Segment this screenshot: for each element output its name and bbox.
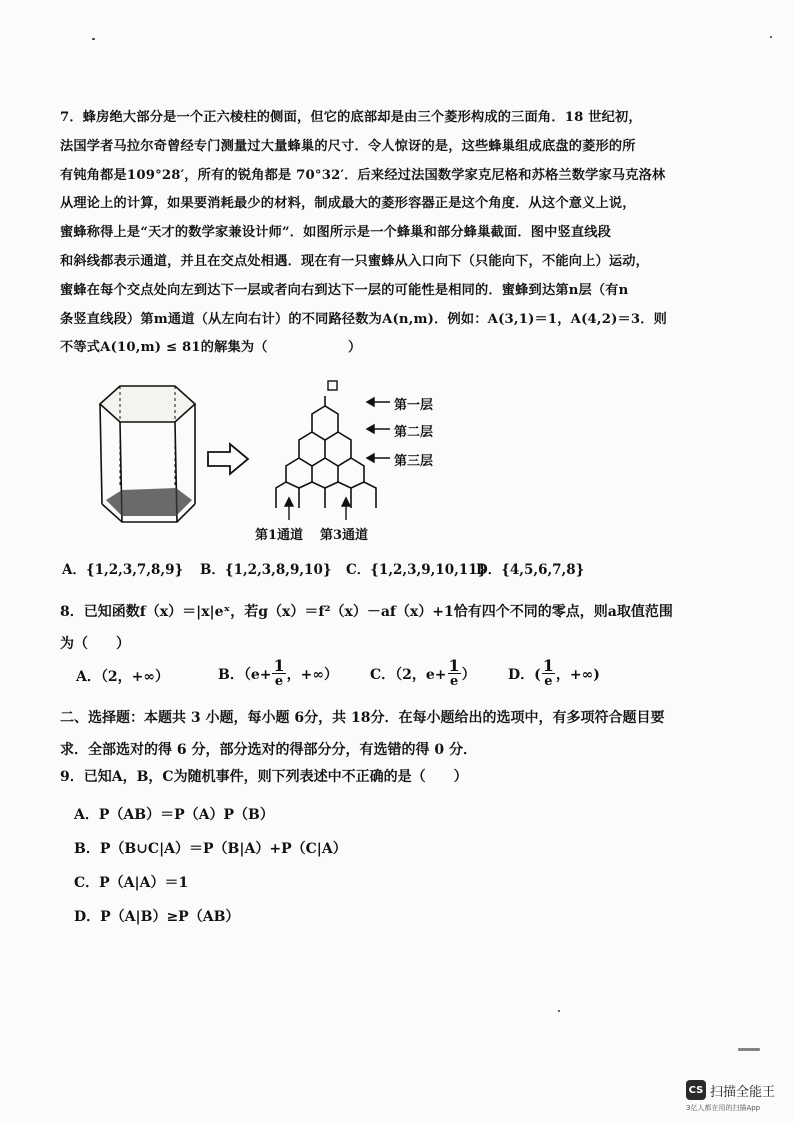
fraction-denominator: e (274, 674, 284, 689)
q7-option-d[interactable]: D．{4,5,6,7,8} (476, 562, 585, 578)
honeycomb-svg (80, 376, 500, 546)
scanner-watermark (686, 1080, 786, 1113)
scan-speck (558, 1010, 560, 1012)
q7-option-b[interactable]: B．{1,2,3,8,9,10} (200, 562, 332, 578)
layer-3-label: 第三层 (394, 454, 434, 469)
watermark-app-name: 扫描全能王 (710, 1084, 776, 1100)
q8-option-c[interactable] (370, 658, 476, 689)
fraction-one-over-e (272, 658, 285, 689)
q9-option-b[interactable]: B．P（B∪C|A）＝P（B|A）+P（C|A） (74, 841, 347, 857)
fraction-denominator: e (544, 674, 553, 689)
channel-1-label: 第1通道 (255, 528, 304, 543)
scan-speck (92, 38, 95, 40)
q8-option-b-post: ，+∞） (286, 666, 339, 683)
layer-1-label: 第一层 (394, 398, 434, 413)
layer-2-label: 第二层 (394, 425, 434, 440)
scan-speck (770, 36, 772, 38)
q8-option-d-pre: D．( (508, 666, 541, 683)
q9-stem: 9．已知A，B，C为随机事件，则下列表述中不正确的是（ ） (60, 769, 468, 785)
fraction-one-over-e (542, 658, 555, 689)
channel-3-label: 第3通道 (320, 528, 369, 543)
q7-line: 有钝角都是109°28′，所有的锐角都是 70°32′．后来经过法国数学家克尼格和苏格兰数学家马克洛林 (60, 167, 666, 183)
section-2-line: 二、选择题：本题共 3 小题，每小题 6分，共 18分．在每小题给出的选项中，有多项符合题目要 (60, 710, 665, 726)
q8-line: 8．已知函数f（x）＝|x|eˣ，若g（x）＝f²（x）－af（x）+1恰有四个不同的零点，则a取值范围 (60, 604, 673, 620)
q8-option-d[interactable] (508, 658, 600, 689)
layer-arrows (367, 398, 390, 462)
q8-option-d-post: ，+∞) (555, 666, 600, 683)
question-7-text (60, 104, 700, 363)
fraction-numerator: 1 (542, 656, 554, 675)
fraction-denominator: e (449, 674, 459, 689)
section-2-instructions (60, 702, 664, 766)
fraction-numerator: 1 (448, 656, 460, 675)
q7-option-a[interactable]: A．{1,2,3,7,8,9} (62, 562, 184, 578)
honeycomb-figure (80, 376, 500, 546)
q7-line: 7．蜂房绝大部分是一个正六棱柱的侧面，但它的底部却是由三个菱形构成的三面角．18 世纪初， (60, 110, 642, 125)
q7-option-c[interactable]: C．{1,2,3,9,10,11} (346, 562, 487, 578)
fraction-one-over-e (448, 658, 461, 689)
watermark-logo-row (686, 1080, 786, 1100)
q8-option-b[interactable] (218, 658, 338, 689)
q8-line: 为（ ） (60, 636, 130, 652)
section-2-line: 求．全部选对的得 6 分，部分选对的得部分分，有选错的得 0 分． (60, 742, 477, 758)
q8-option-c-pre: C．（2，e+ (370, 666, 447, 683)
q7-line: 蜜蜂在每个交点处向左到达下一层或者向右到达下一层的可能性是相同的．蜜蜂到达第n层（有n (60, 282, 629, 298)
channel-arrows (285, 498, 350, 520)
q9-option-a[interactable]: A．P（AB）＝P（A）P（B） (74, 807, 274, 823)
q9-option-d[interactable]: D．P（A|B）≥P（AB） (74, 909, 240, 925)
q7-line: 蜜蜂称得上是“天才的数学家兼设计师”．如图所示是一个蜂巢和部分蜂巢截面．图中竖直线段 (60, 225, 612, 241)
q8-option-b-pre: B．（e+ (218, 666, 272, 683)
q8-option-c-post: ） (461, 666, 476, 683)
q9-option-c[interactable]: C．P（A|A）＝1 (74, 875, 189, 891)
scan-speck (738, 1048, 760, 1051)
right-arrow-icon (208, 444, 248, 474)
q7-line: 不等式A(10,m) ≤ 81的解集为（ ） (60, 340, 362, 356)
q8-option-a-text: A．（2，+∞） (76, 669, 169, 685)
q7-line: 和斜线都表示通道，并且在交点处相遇．现在有一只蜜蜂从入口向下（只能向下，不能向上）运动， (60, 253, 650, 269)
q7-line: 法国学者马拉尔奇曾经专门测量过大量蜂巢的尺寸．令人惊讶的是，这些蜂巢组成底盘的菱形的所 (60, 138, 636, 154)
hexagonal-prism-drawing (100, 386, 195, 522)
watermark-tagline: 3亿人都在用的扫描App (686, 1104, 761, 1112)
honeycomb-cross-section (276, 396, 376, 508)
q8-option-a[interactable] (76, 666, 169, 686)
question-8-text (60, 596, 673, 660)
camscanner-logo-icon: CS (686, 1080, 706, 1100)
q7-line: 条竖直线段）第m通道（从左向右计）的不同路径数为A(n,m)．例如：A(3,1)＝1，A(4,2)＝3．则 (60, 311, 668, 327)
fraction-numerator: 1 (273, 656, 285, 675)
entrance-square-icon (328, 381, 337, 390)
q7-line: 从理论上的计算，如果要消耗最少的材料，制成最大的菱形容器正是这个角度．从这个意义上说， (60, 196, 636, 212)
